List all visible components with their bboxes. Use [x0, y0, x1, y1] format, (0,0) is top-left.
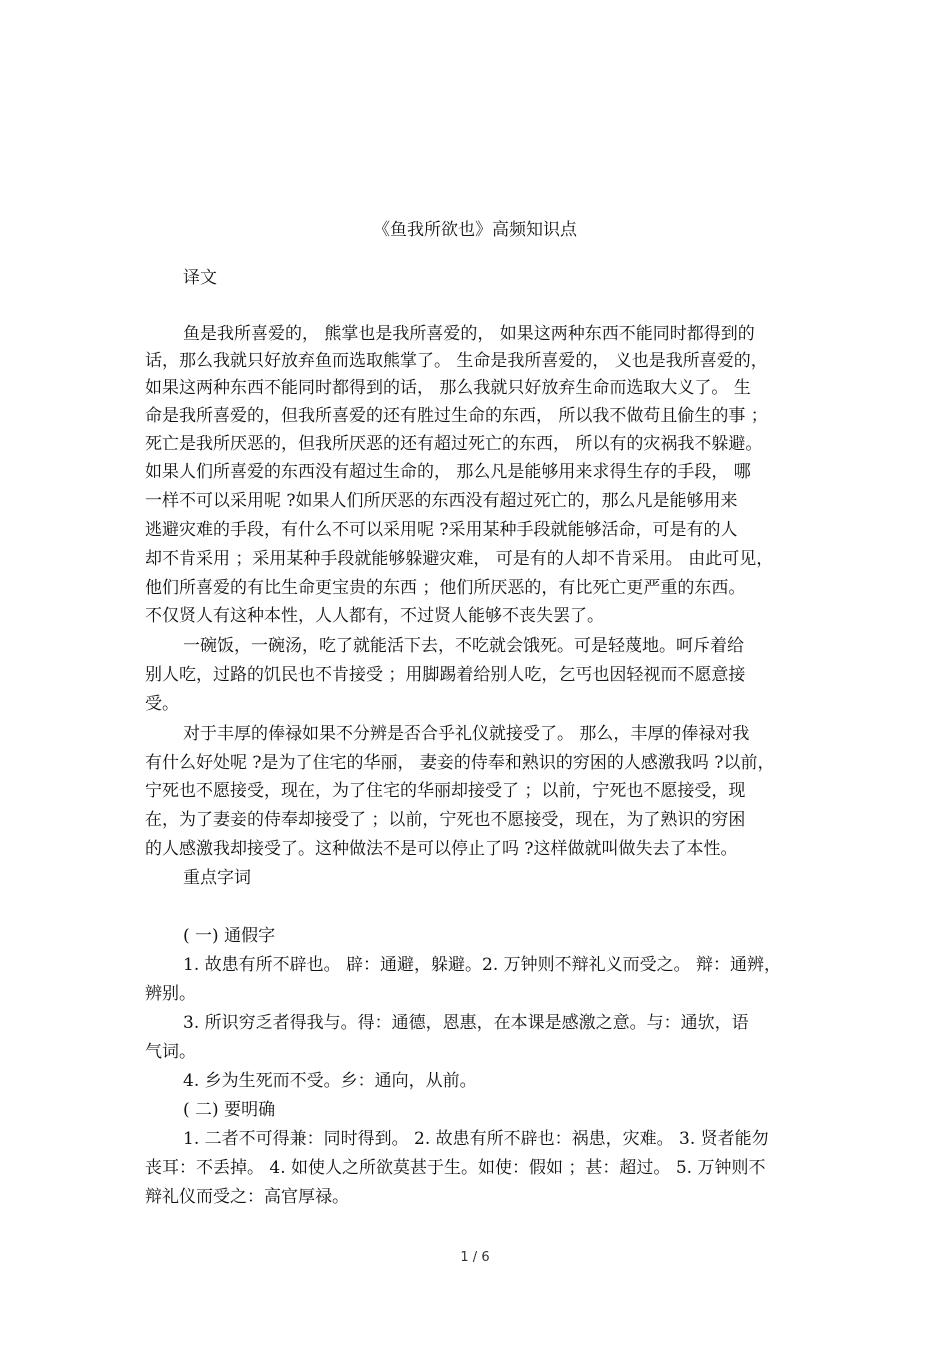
section-heading-keywords: 重点字词	[183, 868, 251, 888]
translation-line: 一样不可以采用呢 ?如果人们所厌恶的东西没有超过死亡的，那么凡是能够用来	[145, 491, 738, 511]
translation-line: 一碗饭，一碗汤，吃了就能活下去，不吃就会饿死。可是轻蔑地。呵斥着给	[183, 636, 744, 656]
translation-line: 在，为了妻妾的侍奉却接受了 ；以前，宁死也不愿接受，现在，为了熟识的穷困	[145, 810, 746, 830]
translation-line: 却不肯采用 ；采用某种手段就能够躲避灾难， 可是有的人却不肯采用。 由此可见，	[145, 549, 774, 569]
keyword-line: 丧耳：不丢掉。 4. 如使人之所欲莫甚于生。如使：假如 ；甚：超过。 5. 万钟则不	[145, 1158, 766, 1178]
translation-line: 不仅贤人有这种本性，人人都有，不过贤人能够不丧失罢了。	[145, 606, 604, 626]
keyword-line: 4. 乡为生死而不受。乡：通向，从前。	[183, 1071, 477, 1091]
translation-line: 逃避灾难的手段，有什么不可以采用呢 ?采用某种手段就能够活命，可是有的人	[145, 520, 738, 540]
translation-line: 的人感激我却接受了。这种做法不是可以停止了吗 ?这样做就叫做失去了本性。	[145, 839, 738, 859]
translation-line: 宁死也不愿接受，现在，为了住宅的华丽却接受了 ；以前，宁死也不愿接受，现	[145, 781, 746, 801]
keyword-line: 3. 所识穷乏者得我与。得：通德，恩惠，在本课是感激之意。与：通欤，语	[183, 1013, 749, 1033]
keyword-line: 辨别。	[145, 984, 196, 1004]
translation-line: 对于丰厚的俸禄如果不分辨是否合乎礼仪就接受了。 那么，丰厚的俸禄对我	[183, 724, 750, 744]
document-title: 《鱼我所欲也》高频知识点	[373, 220, 577, 240]
keyword-line: 气词。	[145, 1042, 196, 1062]
page-number: 1 / 6	[460, 1250, 490, 1265]
translation-line: 话，那么我就只好放弃鱼而选取熊掌了。 生命是我所喜爱的， 义也是我所喜爱的，	[145, 351, 768, 371]
translation-line: 他们所喜爱的有比生命更宝贵的东西 ；他们所厌恶的，有比死亡更严重的东西。	[145, 578, 746, 598]
translation-line: 有什么好处呢 ?是为了住宅的华丽， 妻妾的侍奉和熟识的穷困的人感激我吗 ?以前，	[145, 753, 775, 773]
subsection-heading-yaomingque: ( 二) 要明确	[183, 1100, 276, 1120]
translation-line: 如果人们所喜爱的东西没有超过生命的， 那么凡是能够用来求得生存的手段， 哪	[145, 462, 751, 482]
keyword-line: 辩礼仪而受之：高官厚禄。	[145, 1187, 349, 1207]
keyword-line: 1. 二者不可得兼：同时得到。 2. 故患有所不辟也：祸患，灾难。 3. 贤者能勿	[183, 1129, 769, 1149]
section-heading-translation: 译文	[183, 268, 217, 288]
translation-line: 命是我所喜爱的，但我所喜爱的还有胜过生命的东西， 所以我不做苟且偷生的事 ；	[145, 406, 768, 426]
translation-line: 受。	[145, 694, 179, 714]
translation-line: 如果这两种东西不能同时都得到的话， 那么我就只好放弃生命而选取大义了。 生	[145, 378, 751, 398]
translation-line: 鱼是我所喜爱的， 熊掌也是我所喜爱的， 如果这两种东西不能同时都得到的	[183, 324, 755, 344]
keyword-line: 1. 故患有所不辟也。 辟：通避，躲避。2. 万钟则不辩礼义而受之。 辩：通辨，	[183, 955, 782, 975]
translation-line: 死亡是我所厌恶的，但我所厌恶的还有超过死亡的东西， 所以有的灾祸我不躲避。	[145, 434, 763, 454]
subsection-heading-tongjiazi: ( 一) 通假字	[183, 926, 276, 946]
translation-line: 别人吃，过路的饥民也不肯接受 ；用脚踢着给别人吃，乞丐也因轻视而不愿意接	[145, 665, 746, 685]
